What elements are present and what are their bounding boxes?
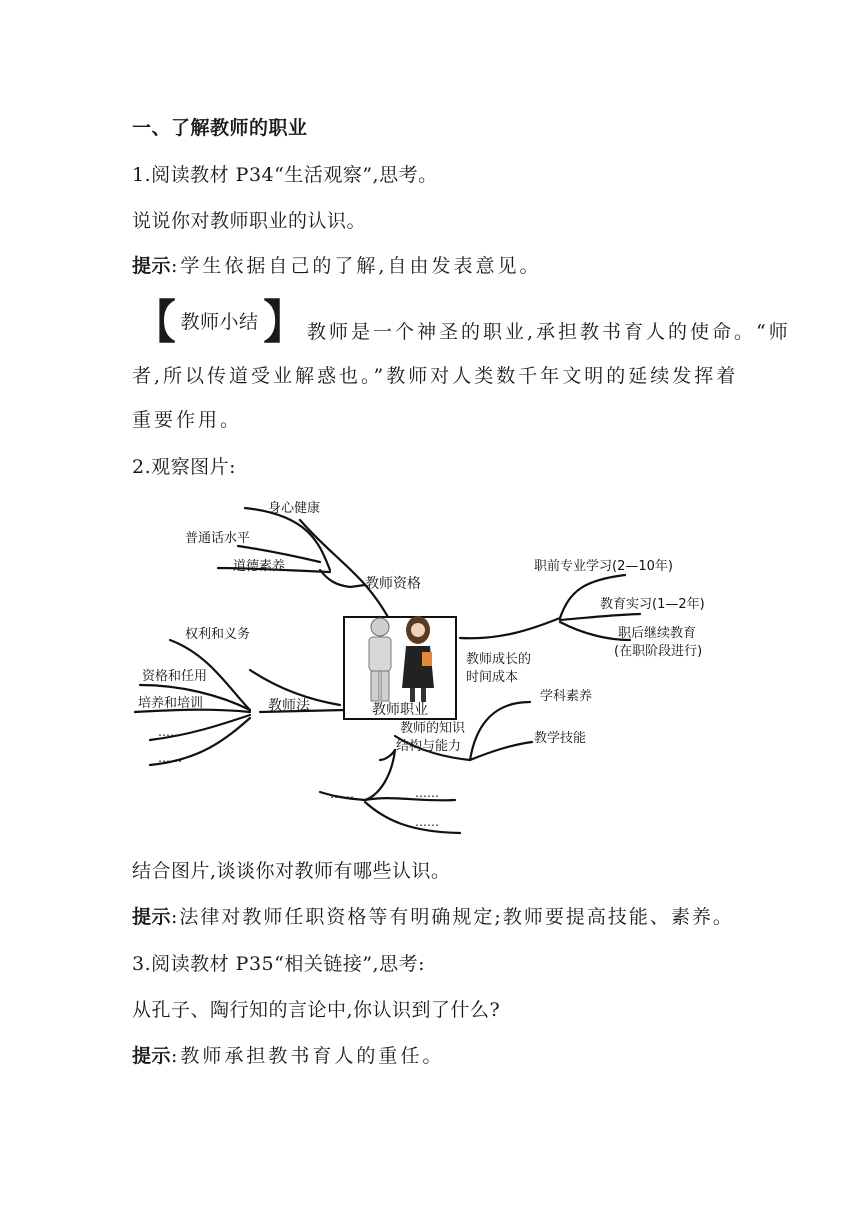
qualification-item: 身心健康 xyxy=(268,501,321,516)
law-item: 资格和任用 xyxy=(142,669,208,684)
center-label: 教师职业 xyxy=(372,702,428,718)
qualification-item: 普通话水平 xyxy=(185,531,251,546)
growth-label: 教师成长的 xyxy=(466,652,532,667)
law-item: …… xyxy=(158,751,182,765)
summary-first-line xyxy=(132,295,791,354)
hint-text: :法律对教师任职资格等有明确规定;教师要提高技能、素养。 xyxy=(171,906,734,928)
question-2-hint xyxy=(132,905,734,929)
question-1-prompt: 说说你对教师职业的认识。 xyxy=(132,210,367,232)
summary-line-3: 重要作用。 xyxy=(132,409,243,431)
growth-item: (在职阶段进行) xyxy=(614,644,703,659)
growth-item: 职前专业学习(2—10年) xyxy=(534,559,673,574)
hint-text: :学生依据自己的了解,自由发表意见。 xyxy=(171,255,542,277)
summary-tag-box xyxy=(132,295,307,349)
qualification-trunk xyxy=(300,520,388,617)
hint-label: 提示 xyxy=(132,906,172,928)
hint-label: 提示 xyxy=(132,1045,172,1067)
law-item: …… xyxy=(158,725,182,739)
question-2-prompt: 结合图片,谈谈你对教师有哪些认识。 xyxy=(132,860,451,882)
right-bracket-icon: 】 xyxy=(262,295,305,349)
knowledge-label: 教师的知识 xyxy=(400,721,466,736)
more-item: …… xyxy=(415,815,439,829)
summary-line-1: 教师是一个神圣的职业,承担教书育人的使命。“师 xyxy=(307,321,791,343)
section-heading: 一、了解教师的职业 xyxy=(132,117,308,139)
knowledge-label: 结构与能力 xyxy=(396,739,462,754)
growth-label: 时间成本 xyxy=(466,670,519,685)
question-1-title: 1.阅读教材 P34“生活观察”,思考。 xyxy=(132,164,438,186)
teacher-profession-mindmap xyxy=(130,490,730,845)
growth-item: 教育实习(1—2年) xyxy=(600,597,705,612)
hint-text: :教师承担教书育人的重任。 xyxy=(171,1045,445,1067)
more-label: …… xyxy=(330,787,354,801)
question-2-title: 2.观察图片: xyxy=(132,456,237,478)
question-3-prompt: 从孔子、陶行知的言论中,你认识到了什么? xyxy=(132,999,501,1021)
more-item: …… xyxy=(415,786,439,800)
summary-line-2: 者,所以传道受业解惑也。”教师对人类数千年文明的延续发挥着 xyxy=(132,365,739,387)
law-item: 培养和培训 xyxy=(138,696,204,711)
question-1-hint xyxy=(132,254,541,278)
law-label: 教师法 xyxy=(268,698,310,714)
growth-item: 职后继续教育 xyxy=(618,626,697,641)
hint-label: 提示 xyxy=(132,255,172,277)
law-item: 权利和义务 xyxy=(185,627,251,642)
summary-tag: 教师小结 xyxy=(180,311,259,333)
knowledge-item: 教学技能 xyxy=(534,731,587,746)
qualification-label: 教师资格 xyxy=(365,576,421,592)
knowledge-item: 学科素养 xyxy=(540,689,593,704)
question-3-title: 3.阅读教材 P35“相关链接”,思考: xyxy=(132,953,425,975)
question-3-hint xyxy=(132,1044,444,1068)
left-bracket-icon: 【 xyxy=(134,295,177,349)
qualification-item: 道德素养 xyxy=(233,559,286,574)
